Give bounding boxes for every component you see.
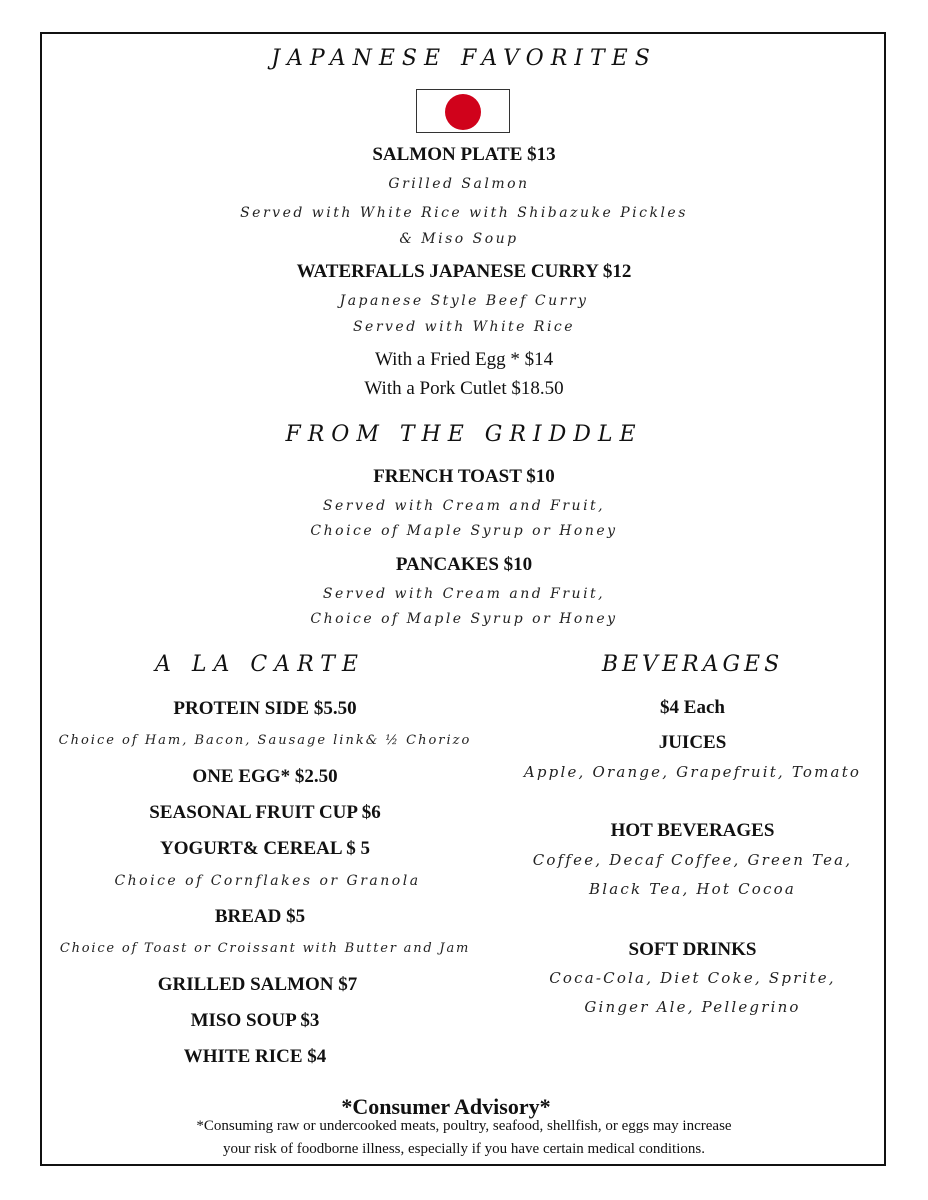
item-protein-side: PROTEIN SIDE $5.50	[173, 698, 357, 719]
item-seasonal-fruit-cup: SEASONAL FRUIT CUP $6	[149, 802, 381, 823]
item-bread: BREAD $5	[214, 906, 306, 927]
item-one-egg: ONE EGG* $2.50	[192, 766, 338, 787]
item-description: Choice of Ham, Bacon, Sausage link& ½ Chorizo	[58, 733, 472, 748]
beverage-juices: JUICES	[658, 732, 727, 753]
beverage-hot: HOT BEVERAGES	[610, 820, 775, 841]
beverage-soft: SOFT DRINKS	[628, 939, 757, 960]
item-description: Served with White Rice	[352, 319, 576, 335]
item-description: Choice of Toast or Croissant with Butter and Jam	[59, 941, 471, 956]
item-salmon-plate: SALMON PLATE $13	[372, 144, 556, 165]
section-heading-beverages: BEVERAGES	[601, 652, 784, 677]
item-description: Choice of Maple Syrup or Honey	[310, 523, 618, 539]
beverage-description: Black Tea, Hot Cocoa	[588, 880, 796, 898]
item-french-toast: FRENCH TOAST $10	[373, 466, 555, 487]
consumer-advisory-text: your risk of foodborne illness, especially if you have certain medical conditions.	[223, 1141, 705, 1157]
item-description: Served with Cream and Fruit,	[322, 586, 606, 602]
section-heading-a-la-carte: A LA CARTE	[154, 652, 365, 677]
consumer-advisory-text: *Consuming raw or undercooked meats, poultry, seafood, shellfish, or eggs may increase	[196, 1118, 732, 1134]
item-description: Served with White Rice with Shibazuke Pickles	[240, 205, 688, 221]
item-description: & Miso Soup	[399, 231, 519, 247]
beverage-description: Apple, Orange, Grapefruit, Tomato	[523, 763, 862, 781]
item-white-rice: WHITE RICE $4	[183, 1046, 327, 1067]
beverage-description: Coffee, Decaf Coffee, Green Tea,	[532, 851, 853, 869]
beverage-description: Coca-Cola, Diet Coke, Sprite,	[549, 969, 836, 987]
item-pancakes: PANCAKES $10	[395, 554, 533, 575]
item-option-pork-cutlet: With a Pork Cutlet $18.50	[364, 378, 564, 399]
item-description: Choice of Maple Syrup or Honey	[310, 611, 618, 627]
beverage-description: Ginger Ale, Pellegrino	[584, 998, 801, 1016]
consumer-advisory-title: *Consumer Advisory*	[341, 1094, 551, 1119]
item-description: Grilled Salmon	[388, 176, 530, 192]
item-yogurt-cereal: YOGURT& CEREAL $ 5	[160, 838, 370, 859]
item-japanese-curry: WATERFALLS JAPANESE CURRY $12	[296, 261, 632, 282]
section-heading-griddle: FROM THE GRIDDLE	[285, 422, 643, 447]
section-heading-japanese-favorites: JAPANESE FAVORITES	[271, 46, 657, 71]
item-grilled-salmon: GRILLED SALMON $7	[157, 974, 358, 995]
item-miso-soup: MISO SOUP $3	[190, 1010, 320, 1031]
item-description: Choice of Cornflakes or Granola	[114, 873, 421, 889]
flag-sun	[445, 94, 481, 130]
item-option-fried-egg: With a Fried Egg * $14	[374, 349, 554, 370]
beverage-price: $4 Each	[660, 697, 725, 718]
japan-flag-icon	[416, 89, 510, 133]
item-description: Japanese Style Beef Curry	[339, 293, 589, 309]
item-description: Served with Cream and Fruit,	[322, 498, 606, 514]
